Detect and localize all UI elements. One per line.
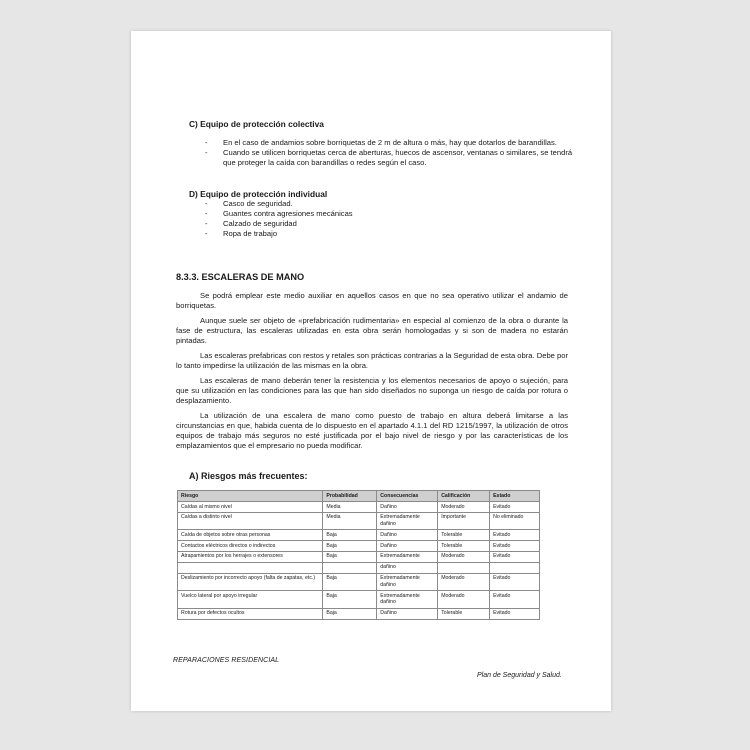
table-cell: Extremadamente dañino <box>377 512 438 530</box>
table-cell: dañino <box>377 562 438 573</box>
section-title: 8.3.3. ESCALERAS DE MANO <box>176 272 305 282</box>
table-cell: Vuelco lateral por apoyo irregular <box>178 591 323 609</box>
table-cell: Evitado <box>490 530 540 541</box>
column-header: Riesgo <box>178 491 323 502</box>
section-d-list <box>205 199 505 239</box>
column-header: Consecuencias <box>377 491 438 502</box>
table-cell: Caída de objetos sobre otras personas <box>178 530 323 541</box>
table-cell: Tolerable <box>438 530 490 541</box>
risk-table <box>177 490 540 620</box>
list-item: - Ropa de trabajo <box>205 229 278 238</box>
table-row <box>178 512 540 530</box>
column-header: Estado <box>490 491 540 502</box>
footer-document-title: Plan de Seguridad y Salud. <box>477 672 562 679</box>
table-cell: Moderado <box>438 591 490 609</box>
list-item: - Cuando se utilicen borriquetas cerca de aberturas, huecos de ascensor, ventanas o similares, se tendrá que proteger la caída con barandillas o redes según el caso. <box>205 148 573 167</box>
table-header-row <box>178 491 540 502</box>
table-row <box>178 573 540 591</box>
table-cell: Importante <box>438 512 490 530</box>
footer-company: REPARACIONES RESIDENCIAL <box>173 657 280 664</box>
table-cell <box>490 562 540 573</box>
table-cell: Baja <box>323 530 377 541</box>
table-row <box>178 541 540 552</box>
table-cell: Contactos eléctricos directos o indirectos <box>178 541 323 552</box>
paragraph: Las escaleras prefabricas con restos y retales son prácticas contrarias a la Seguridad de esta obra. Debe por lo tanto impedirse la utilización de las mismas en la obra. <box>176 351 568 370</box>
table-cell: Evitado <box>490 591 540 609</box>
table-cell: Baja <box>323 541 377 552</box>
table-cell: Media <box>323 502 377 513</box>
risks-heading: A) Riesgos más frecuentes: <box>189 471 308 481</box>
table-cell: Dañino <box>377 502 438 513</box>
column-header: Calificación <box>438 491 490 502</box>
table-cell <box>323 562 377 573</box>
table-cell: Evitado <box>490 541 540 552</box>
table-cell <box>178 562 323 573</box>
table-cell: Moderado <box>438 573 490 591</box>
table-row <box>178 530 540 541</box>
table-cell: Media <box>323 512 377 530</box>
table-cell: Dañino <box>377 608 438 619</box>
table-cell: Baja <box>323 551 377 562</box>
table-cell: Tolerable <box>438 608 490 619</box>
paragraph: La utilización de una escalera de mano como puesto de trabajo en altura deberá limitarse a las circunstancias en que, habida cuenta de lo dispuesto en el apartado 4.1.1 del RD 1215/1997, la utilización de otros equipos de trabajo más seguros no esté justificada por el bajo nivel de riesgo y por las características de los emplazamientos que el empresario no pueda modificar. <box>176 411 568 450</box>
table-cell: No eliminado <box>490 512 540 530</box>
section-d-heading: D) Equipo de protección individual <box>189 189 328 199</box>
paragraph: Aunque suele ser objeto de «prefabricación rudimentaria» en especial al comienzo de la obra o durante la fase de estructura, las escaleras utilizadas en esta obra serán homologadas y si son de madera no estarán pintadas. <box>176 316 568 345</box>
table-cell: Deslizamiento por incorrecto apoyo (falta de zapatas, etc.) <box>178 573 323 591</box>
document-page <box>131 31 611 711</box>
table-cell: Rotura por defectos ocultos <box>178 608 323 619</box>
table-cell: Evitado <box>490 502 540 513</box>
table-row <box>178 502 540 513</box>
table-cell: Dañino <box>377 530 438 541</box>
list-item: - Calzado de seguridad <box>205 219 297 228</box>
paragraph: Se podrá emplear este medio auxiliar en aquellos casos en que no sea operativo utilizar el andamio de borriquetas. <box>176 291 568 310</box>
table-cell: Evitado <box>490 573 540 591</box>
table-cell: Extremadamente dañino <box>377 591 438 609</box>
table-cell: Baja <box>323 573 377 591</box>
table-row <box>178 591 540 609</box>
table-row <box>178 562 540 573</box>
section-c-list <box>205 138 573 168</box>
table-cell: Moderado <box>438 551 490 562</box>
section-c-heading: C) Equipo de protección colectiva <box>189 119 324 129</box>
table-cell: Baja <box>323 591 377 609</box>
table-cell: Extremadamente dañino <box>377 573 438 591</box>
table-cell: Atrapamientos por los herrajes o extensores <box>178 551 323 562</box>
table-row <box>178 608 540 619</box>
table-cell: Baja <box>323 608 377 619</box>
table-cell: Caídas a distinto nivel <box>178 512 323 530</box>
table-cell: Evitado <box>490 608 540 619</box>
table-cell: Moderado <box>438 502 490 513</box>
table-row <box>178 551 540 562</box>
list-item: - Casco de seguridad. <box>205 199 293 208</box>
table-cell: Dañino <box>377 541 438 552</box>
table-cell: Caídas al mismo nivel <box>178 502 323 513</box>
list-item: - Guantes contra agresiones mecánicas <box>205 209 353 218</box>
column-header: Probabilidad <box>323 491 377 502</box>
table-cell: Tolerable <box>438 541 490 552</box>
table-cell <box>438 562 490 573</box>
table-cell: Extremadamente <box>377 551 438 562</box>
list-item: - En el caso de andamios sobre borriquetas de 2 m de altura o más, hay que dotarlos de barandillas. <box>205 138 557 147</box>
table-cell: Evitado <box>490 551 540 562</box>
paragraph: Las escaleras de mano deberán tener la resistencia y los elementos necesarios de apoyo o sujeción, para que su utilización en las condiciones para las que han sido diseñados no suponga un riesgo de caída por rotura o desplazamiento. <box>176 376 568 405</box>
